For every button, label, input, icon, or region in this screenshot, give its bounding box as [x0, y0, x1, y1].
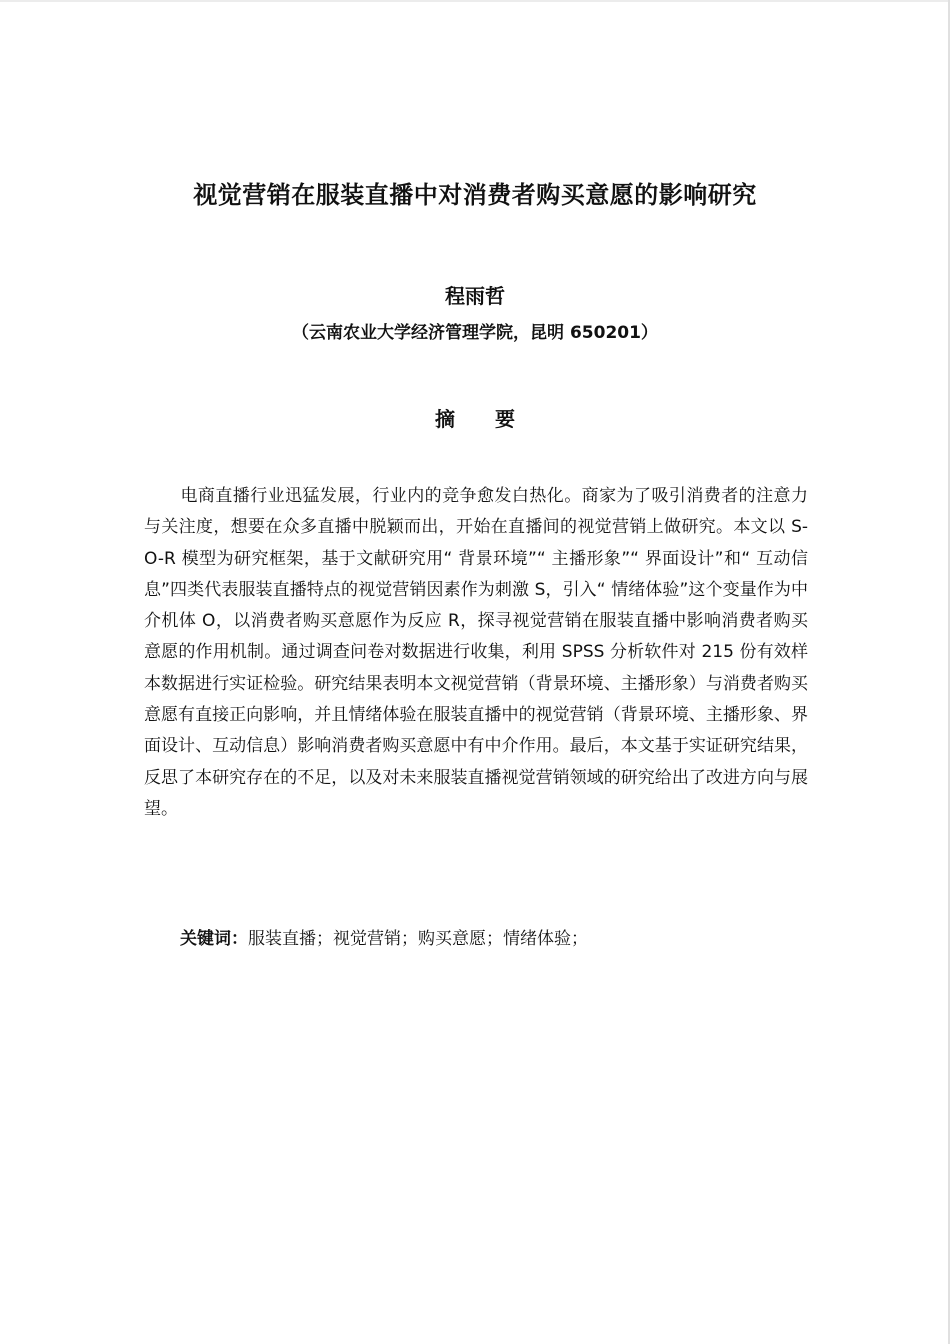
author-affiliation: （云南农业大学经济管理学院，昆明 650201）	[292, 323, 658, 343]
page-edge-top	[0, 0, 948, 2]
abstract-body	[144, 481, 808, 825]
keywords-label: 关键词：	[180, 929, 248, 949]
abstract-text: 电商直播行业迅猛发展，行业内的竞争愈发白热化。商家为了吸引消费者的注意力与关注度，想要在众多直播中脱颖而出，开始在直播间的视觉营销上做研究。本文以 S-O-R 模型为研究框架，基于文献研究用“ 背景环境”“ 主播形象”“ 界面设计”和“ 互动信息”四类代表服装直播特点的视觉营销因素作为刺激 S，引入“ 情绪体验”这个变量作为中介机体 O，以消费者购买意愿作为反应 R，探寻视觉营销在服装直播中影响消费者购买意愿的作用机制。通过调查问卷对数据进行收集，利用 SPSS 分析软件对 215 份有效样本数据进行实证检验。研究结果表明本文视觉营销（背景环境、主播形象）与消费者购买意愿有直接正向影响，并且情绪体验在服装直播中的视觉营销（背景环境、主播形象、界面设计、互动信息）影响消费者购买意愿中有中介作用。最后，本文基于实证研究结果，反思了本研究存在的不足，以及对未来服装直播视觉营销领域的研究给出了改进方向与展望。	[144, 486, 808, 819]
keywords	[180, 924, 588, 955]
paper-title: 视觉营销在服装直播中对消费者购买意愿的影响研究	[193, 181, 757, 209]
abstract-heading: 摘要	[435, 407, 555, 431]
keywords-list: 服装直播；视觉营销；购买意愿；情绪体验；	[248, 929, 588, 949]
author-name: 程雨哲	[445, 284, 505, 308]
